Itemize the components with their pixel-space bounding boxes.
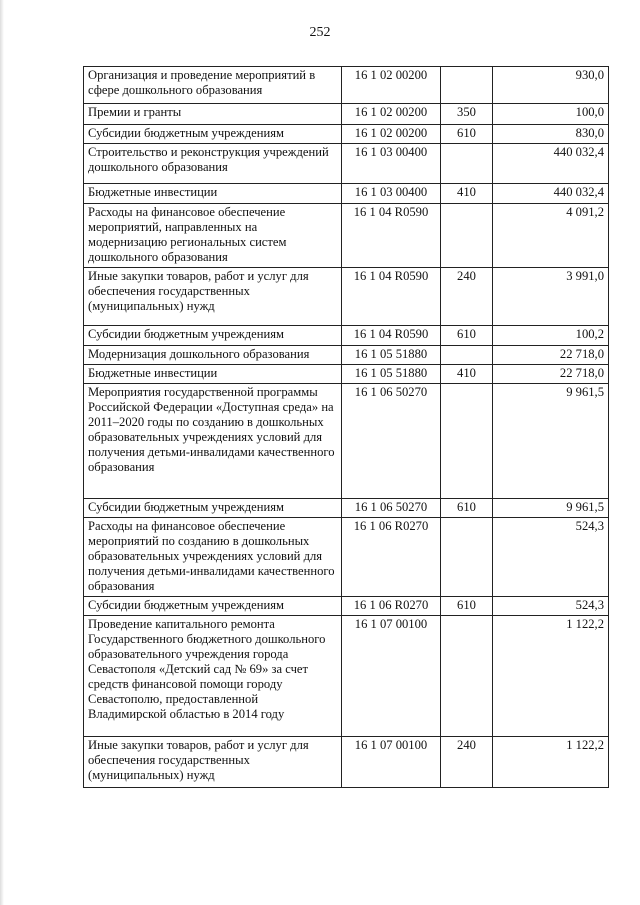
row-amount-cell: 1 122,2 xyxy=(493,616,609,737)
row-amount-cell: 22 718,0 xyxy=(493,365,609,384)
row-code-cell: 16 1 06 50270 xyxy=(342,499,441,518)
row-code-cell: 16 1 04 R0590 xyxy=(342,326,441,346)
row-code-cell: 16 1 02 00200 xyxy=(342,67,441,104)
row-expense-type-cell xyxy=(441,384,493,499)
row-code-cell: 16 1 07 00100 xyxy=(342,616,441,737)
row-expense-type-cell: 240 xyxy=(441,268,493,326)
row-expense-type-cell xyxy=(441,346,493,365)
row-amount-cell: 4 091,2 xyxy=(493,204,609,268)
table-row xyxy=(84,737,609,788)
row-code-cell: 16 1 02 00200 xyxy=(342,125,441,144)
row-expense-type-cell: 410 xyxy=(441,365,493,384)
row-code-cell: 16 1 05 51880 xyxy=(342,365,441,384)
row-name-cell: Расходы на финансовое обеспечение мероприятий по созданию в дошкольных образовательных учреждениях условий для получения детьми-инвалидами качественного образования xyxy=(84,518,342,597)
row-expense-type-cell: 410 xyxy=(441,184,493,204)
row-name-cell: Проведение капитального ремонта Государственного бюджетного дошкольного образовательного учреждения города Севастополя «Детский сад № 69» за счет средств финансовой помощи городу Севастополю, предоставленной Владимирской областью в 2014 году xyxy=(84,616,342,737)
row-code-cell: 16 1 03 00400 xyxy=(342,184,441,204)
row-amount-cell: 930,0 xyxy=(493,67,609,104)
row-code-cell: 16 1 03 00400 xyxy=(342,144,441,184)
row-amount-cell: 524,3 xyxy=(493,518,609,597)
budget-table-body xyxy=(84,67,609,788)
budget-table xyxy=(83,66,609,788)
row-expense-type-cell: 610 xyxy=(441,597,493,616)
row-expense-type-cell xyxy=(441,144,493,184)
row-expense-type-cell: 610 xyxy=(441,125,493,144)
row-code-cell: 16 1 06 R0270 xyxy=(342,518,441,597)
row-name-cell: Модернизация дошкольного образования xyxy=(84,346,342,365)
table-row xyxy=(84,125,609,144)
row-name-cell: Бюджетные инвестиции xyxy=(84,365,342,384)
row-name-cell: Иные закупки товаров, работ и услуг для обеспечения государственных (муниципальных) нужд xyxy=(84,737,342,788)
row-code-cell: 16 1 06 50270 xyxy=(342,384,441,499)
row-amount-cell: 100,2 xyxy=(493,326,609,346)
row-amount-cell: 1 122,2 xyxy=(493,737,609,788)
row-expense-type-cell xyxy=(441,616,493,737)
row-amount-cell: 440 032,4 xyxy=(493,144,609,184)
row-amount-cell: 22 718,0 xyxy=(493,346,609,365)
row-expense-type-cell: 240 xyxy=(441,737,493,788)
table-row xyxy=(84,184,609,204)
row-name-cell: Расходы на финансовое обеспечение мероприятий, направленных на модернизацию региональных систем дошкольного образования xyxy=(84,204,342,268)
table-row xyxy=(84,67,609,104)
table-row xyxy=(84,518,609,597)
row-amount-cell: 9 961,5 xyxy=(493,384,609,499)
table-row xyxy=(84,365,609,384)
row-expense-type-cell xyxy=(441,204,493,268)
row-expense-type-cell xyxy=(441,518,493,597)
scan-edge xyxy=(0,0,4,905)
row-amount-cell: 100,0 xyxy=(493,104,609,125)
table-row xyxy=(84,268,609,326)
page-number: 252 xyxy=(309,25,331,40)
row-name-cell: Строительство и реконструкция учреждений дошкольного образования xyxy=(84,144,342,184)
row-name-cell: Мероприятия государственной программы Российской Федерации «Доступная среда» на 2011–2020 годы по созданию в дошкольных образовательных учреждениях условий для получения детьми-инвалидами качественного образования xyxy=(84,384,342,499)
row-amount-cell: 524,3 xyxy=(493,597,609,616)
row-name-cell: Субсидии бюджетным учреждениям xyxy=(84,597,342,616)
row-code-cell: 16 1 06 R0270 xyxy=(342,597,441,616)
row-amount-cell: 3 991,0 xyxy=(493,268,609,326)
table-row xyxy=(84,346,609,365)
table-row xyxy=(84,499,609,518)
row-code-cell: 16 1 04 R0590 xyxy=(342,268,441,326)
table-row xyxy=(84,616,609,737)
table-row xyxy=(84,204,609,268)
table-row xyxy=(84,326,609,346)
row-code-cell: 16 1 05 51880 xyxy=(342,346,441,365)
row-name-cell: Субсидии бюджетным учреждениям xyxy=(84,499,342,518)
row-expense-type-cell xyxy=(441,67,493,104)
row-name-cell: Субсидии бюджетным учреждениям xyxy=(84,125,342,144)
row-code-cell: 16 1 02 00200 xyxy=(342,104,441,125)
table-row xyxy=(84,144,609,184)
table-row xyxy=(84,384,609,499)
row-amount-cell: 440 032,4 xyxy=(493,184,609,204)
row-code-cell: 16 1 04 R0590 xyxy=(342,204,441,268)
row-amount-cell: 830,0 xyxy=(493,125,609,144)
row-expense-type-cell: 610 xyxy=(441,326,493,346)
row-name-cell: Бюджетные инвестиции xyxy=(84,184,342,204)
row-name-cell: Субсидии бюджетным учреждениям xyxy=(84,326,342,346)
row-name-cell: Иные закупки товаров, работ и услуг для обеспечения государственных (муниципальных) нужд xyxy=(84,268,342,326)
row-amount-cell: 9 961,5 xyxy=(493,499,609,518)
row-expense-type-cell: 610 xyxy=(441,499,493,518)
table-row xyxy=(84,104,609,125)
row-expense-type-cell: 350 xyxy=(441,104,493,125)
row-name-cell: Организация и проведение мероприятий в сфере дошкольного образования xyxy=(84,67,342,104)
table-row xyxy=(84,597,609,616)
row-code-cell: 16 1 07 00100 xyxy=(342,737,441,788)
row-name-cell: Премии и гранты xyxy=(84,104,342,125)
